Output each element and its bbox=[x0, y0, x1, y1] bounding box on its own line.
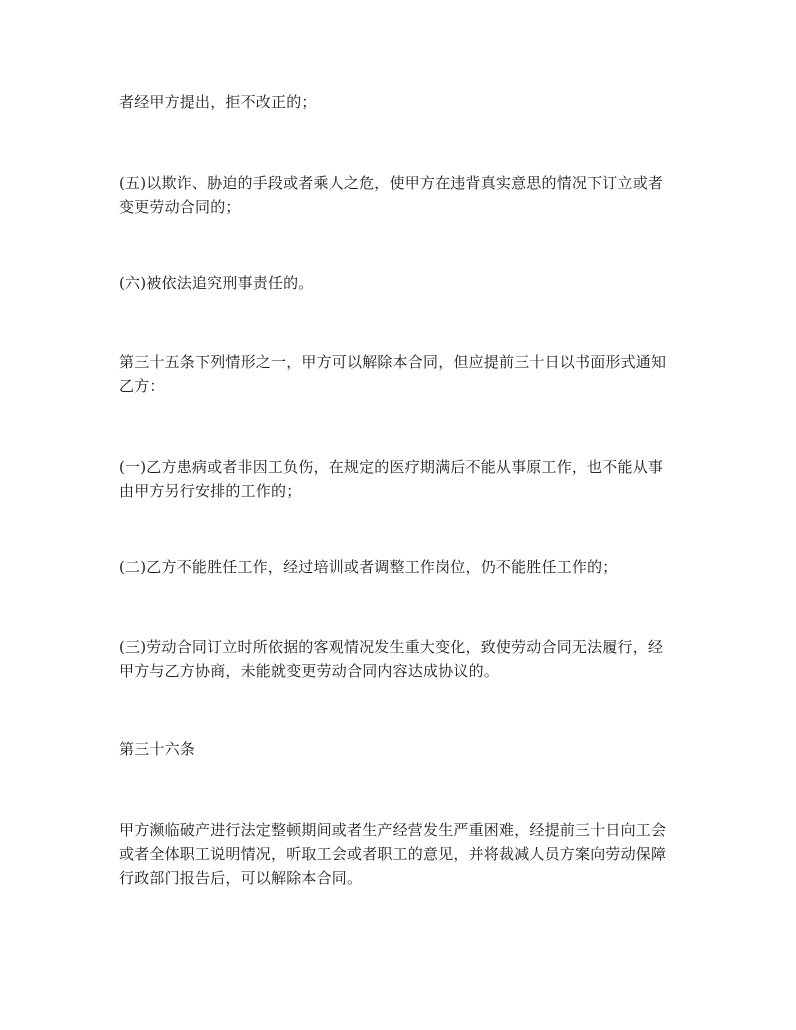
paragraph-line: (一)乙方患病或者非因工负伤，在规定的医疗期满后不能从事原工作，也不能从事 bbox=[119, 458, 664, 476]
paragraph-line: 甲方与乙方协商，未能就变更劳动合同内容达成协议的。 bbox=[119, 662, 500, 680]
paragraph-line: 由甲方另行安排的工作的； bbox=[119, 482, 302, 500]
paragraph-line: 或者全体职工说明情况，听取工会或者职工的意见，并将裁减人员方案向劳动保障 bbox=[119, 845, 667, 863]
paragraph-clause-3 bbox=[119, 635, 681, 683]
paragraph-line: 变更劳动合同的； bbox=[119, 198, 241, 216]
paragraph-continuation bbox=[119, 90, 681, 114]
paragraph-article-35 bbox=[119, 350, 681, 398]
paragraph-clause-6 bbox=[119, 271, 681, 295]
paragraph-line: 行政部门报告后，可以解除本合同。 bbox=[119, 869, 363, 887]
paragraph-line: (三)劳动合同订立时所依据的客观情况发生重大变化，致使劳动合同无法履行，经 bbox=[119, 638, 664, 656]
paragraph-clause-2 bbox=[119, 555, 681, 579]
paragraph-line: (五)以欺诈、胁迫的手段或者乘人之危，使甲方在违背真实意思的情况下订立或者 bbox=[119, 174, 664, 192]
paragraph-line: (二)乙方不能胜任工作，经过培训或者调整工作岗位，仍不能胜任工作的； bbox=[119, 558, 618, 576]
paragraph-clause-1 bbox=[119, 455, 681, 503]
paragraph-article-36-body bbox=[119, 818, 681, 890]
paragraph-line: (六)被依法追究刑事责任的。 bbox=[119, 274, 314, 292]
paragraph-line: 乙方： bbox=[119, 377, 165, 395]
paragraph-article-36-heading bbox=[119, 737, 681, 761]
paragraph-line: 者经甲方提出，拒不改正的； bbox=[119, 93, 317, 111]
paragraph-clause-5 bbox=[119, 171, 681, 219]
paragraph-line: 第三十五条下列情形之一，甲方可以解除本合同，但应提前三十日以书面形式通知 bbox=[119, 353, 667, 371]
paragraph-line: 第三十六条 bbox=[119, 740, 196, 758]
paragraph-line: 甲方濒临破产进行法定整顿期间或者生产经营发生严重困难，经提前三十日向工会 bbox=[119, 821, 667, 839]
